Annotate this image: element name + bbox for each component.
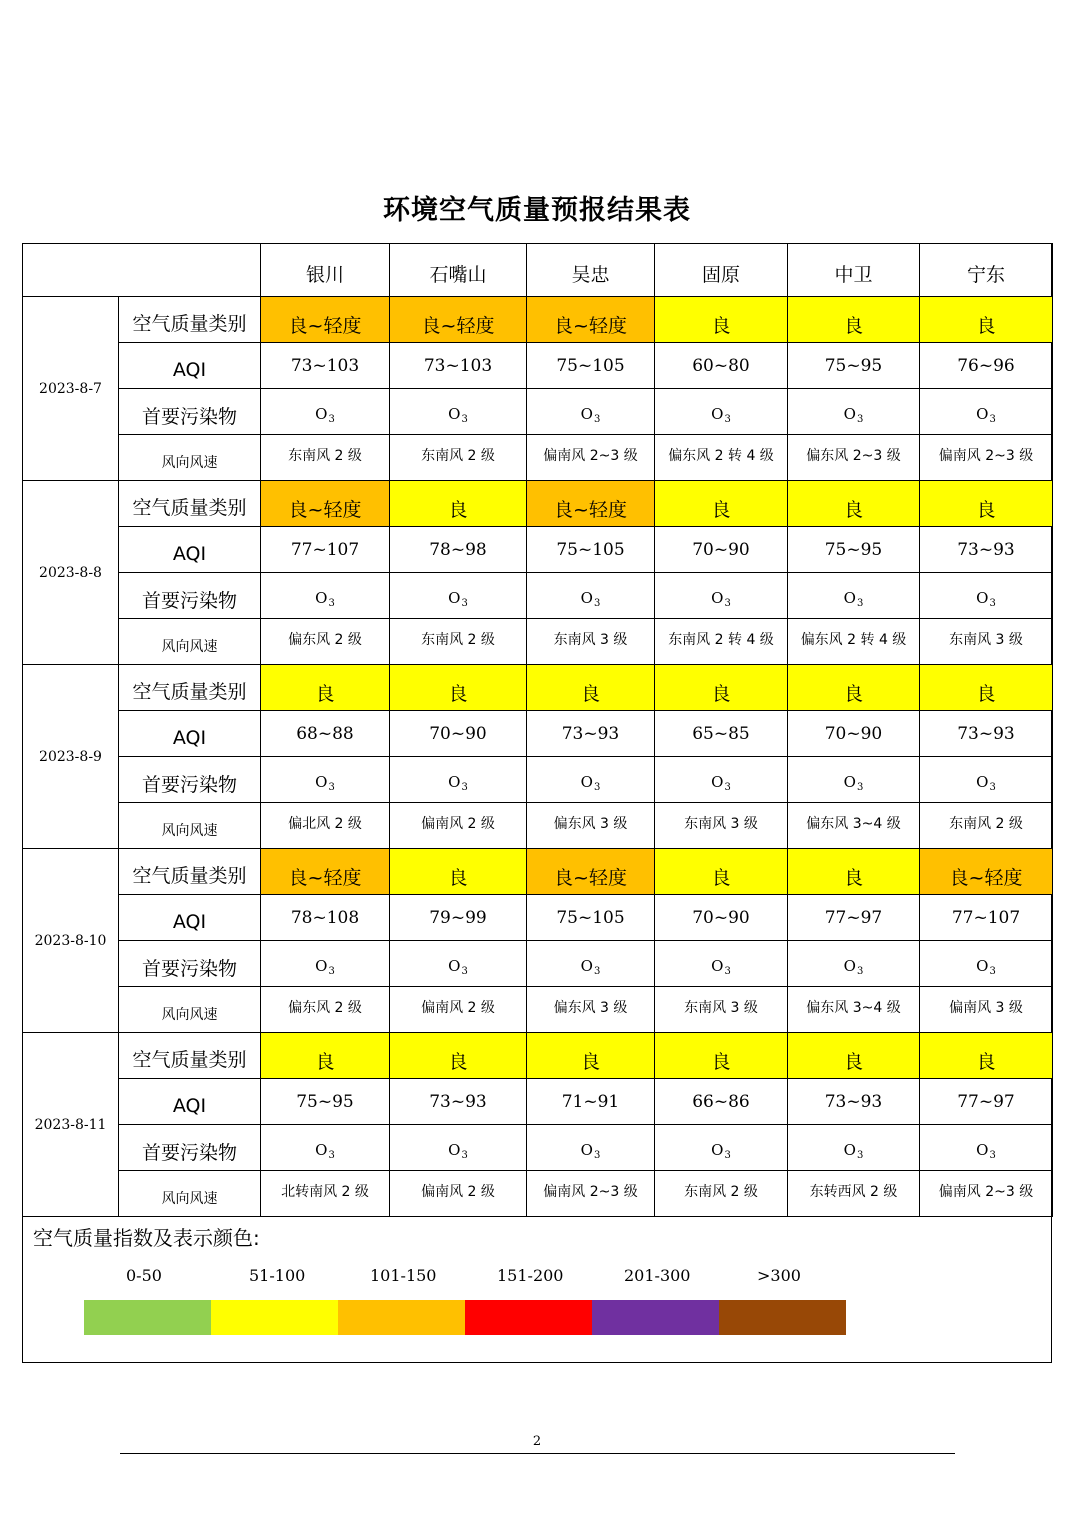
aqi-cell: 70~90 (390, 711, 527, 757)
wind-cell: 偏南风 3 级 (920, 987, 1053, 1033)
table-row (23, 573, 1053, 619)
pollutant-subscript: 3 (856, 781, 864, 793)
pollutant-cell (527, 1125, 655, 1171)
pollutant-cell (261, 573, 390, 619)
pollutant-cell (390, 941, 527, 987)
pollutant-cell (527, 941, 655, 987)
pollutant-cell (261, 1125, 390, 1171)
pollutant-base: O (448, 404, 461, 423)
category-cell: 良~轻度 (527, 849, 655, 895)
table-row (23, 1033, 1053, 1079)
legend-swatch (592, 1300, 719, 1335)
pollutant-cell (788, 757, 920, 803)
aqi-cell: 75~105 (527, 895, 655, 941)
wind-cell: 东南风 2 级 (655, 1171, 788, 1217)
aqi-cell: 73~93 (920, 527, 1053, 573)
pollutant-cell (527, 389, 655, 435)
category-cell: 良~轻度 (920, 849, 1053, 895)
wind-cell: 偏东风 3 级 (527, 987, 655, 1033)
category-cell: 良 (920, 1033, 1053, 1079)
pollutant-subscript: 3 (461, 1149, 468, 1161)
forecast-date: 2023-8-7 (23, 297, 119, 481)
page-title: 环境空气质量预报结果表 (383, 195, 691, 226)
pollutant-cell (788, 941, 920, 987)
pollutant-base: O (711, 588, 724, 607)
pollutant-base: O (711, 404, 724, 423)
city-header: 宁东 (920, 244, 1053, 297)
pollutant-subscript: 3 (724, 781, 731, 793)
aqi-cell: 75~105 (527, 527, 655, 573)
pollutant-subscript: 3 (856, 597, 864, 609)
category-cell: 良~轻度 (261, 481, 390, 527)
wind-cell: 东南风 3 级 (920, 619, 1053, 665)
pollutant-subscript: 3 (724, 1149, 731, 1161)
legend-range-label: 151-200 (497, 1266, 564, 1285)
pollutant-subscript: 3 (593, 1149, 601, 1161)
category-cell: 良 (390, 1033, 527, 1079)
category-cell: 良 (527, 1033, 655, 1079)
city-header: 中卫 (788, 244, 920, 297)
pollutant-base: O (711, 956, 724, 975)
legend-swatch (719, 1300, 846, 1335)
pollutant-cell (261, 389, 390, 435)
aqi-cell: 77~97 (920, 1079, 1053, 1125)
pollutant-cell (261, 941, 390, 987)
pollutant-cell (788, 389, 920, 435)
table-row (23, 895, 1053, 941)
table-row (23, 941, 1053, 987)
pollutant-cell (655, 941, 788, 987)
row-label-category: 空气质量类别 (119, 1033, 261, 1079)
table-row (23, 435, 1053, 481)
wind-cell: 偏南风 2~3 级 (527, 435, 655, 481)
wind-cell: 东南风 2 级 (390, 435, 527, 481)
pollutant-cell (655, 1125, 788, 1171)
pollutant-cell (261, 757, 390, 803)
category-cell: 良 (655, 665, 788, 711)
pollutant-base: O (843, 956, 856, 975)
wind-cell: 偏东风 2~3 级 (788, 435, 920, 481)
wind-cell: 东南风 2 转 4 级 (655, 619, 788, 665)
pollutant-subscript: 3 (593, 965, 601, 977)
aqi-cell: 73~93 (390, 1079, 527, 1125)
aqi-cell: 65~85 (655, 711, 788, 757)
aqi-cell: 60~80 (655, 343, 788, 389)
category-cell: 良 (920, 481, 1053, 527)
header-row (23, 244, 1053, 297)
legend-title: 空气质量指数及表示颜色: (33, 1226, 260, 1250)
category-cell: 良 (788, 1033, 920, 1079)
wind-cell: 东南风 2 级 (261, 435, 390, 481)
aqi-cell: 70~90 (788, 711, 920, 757)
wind-cell: 北转南风 2 级 (261, 1171, 390, 1217)
wind-cell: 偏南风 2~3 级 (527, 1171, 655, 1217)
pollutant-base: O (580, 404, 593, 423)
pollutant-base: O (448, 1140, 461, 1159)
pollutant-subscript: 3 (989, 597, 996, 609)
pollutant-subscript: 3 (461, 597, 468, 609)
pollutant-base: O (843, 772, 856, 791)
pollutant-base: O (315, 404, 328, 423)
row-label-pollutant: 首要污染物 (119, 757, 261, 803)
pollutant-subscript: 3 (856, 965, 864, 977)
row-label-category: 空气质量类别 (119, 665, 261, 711)
row-label-pollutant: 首要污染物 (119, 1125, 261, 1171)
page-number: 2 (532, 1434, 542, 1449)
pollutant-base: O (580, 588, 593, 607)
pollutant-base: O (580, 772, 593, 791)
row-label-wind: 风向风速 (119, 987, 261, 1033)
aqi-cell: 75~95 (788, 527, 920, 573)
legend-range-label: 51-100 (249, 1266, 306, 1285)
table-row (23, 987, 1053, 1033)
row-label-wind: 风向风速 (119, 435, 261, 481)
category-cell: 良 (390, 849, 527, 895)
pollutant-subscript: 3 (328, 1149, 335, 1161)
row-label-category: 空气质量类别 (119, 481, 261, 527)
pollutant-base: O (315, 588, 328, 607)
table-row (23, 849, 1053, 895)
aqi-cell: 73~93 (920, 711, 1053, 757)
wind-cell: 偏东风 2 级 (261, 987, 390, 1033)
pollutant-subscript: 3 (593, 781, 601, 793)
legend-swatch (338, 1300, 465, 1335)
city-header: 吴忠 (527, 244, 655, 297)
pollutant-subscript: 3 (461, 413, 468, 425)
row-label-wind: 风向风速 (119, 1171, 261, 1217)
wind-cell: 东南风 3 级 (655, 987, 788, 1033)
city-header: 银川 (261, 244, 390, 297)
pollutant-base: O (976, 772, 989, 791)
aqi-cell: 78~98 (390, 527, 527, 573)
pollutant-subscript: 3 (593, 413, 601, 425)
pollutant-subscript: 3 (856, 413, 864, 425)
pollutant-subscript: 3 (328, 781, 335, 793)
table-row (23, 481, 1053, 527)
aqi-cell: 77~107 (261, 527, 390, 573)
category-cell: 良 (788, 297, 920, 343)
wind-cell: 偏南风 2 级 (390, 987, 527, 1033)
pollutant-base: O (976, 1140, 989, 1159)
aqi-cell: 73~103 (390, 343, 527, 389)
pollutant-subscript: 3 (328, 413, 335, 425)
wind-cell: 偏东风 3~4 级 (788, 987, 920, 1033)
pollutant-cell (920, 757, 1053, 803)
aqi-cell: 66~86 (655, 1079, 788, 1125)
category-cell: 良 (920, 297, 1053, 343)
table-row (23, 711, 1053, 757)
aqi-cell: 76~96 (920, 343, 1053, 389)
footer-divider (120, 1453, 955, 1454)
wind-cell: 偏东风 2 转 4 级 (788, 619, 920, 665)
city-header: 石嘴山 (390, 244, 527, 297)
pollutant-base: O (711, 1140, 724, 1159)
forecast-date: 2023-8-10 (23, 849, 119, 1033)
category-cell: 良 (390, 665, 527, 711)
aqi-cell: 75~95 (261, 1079, 390, 1125)
category-cell: 良~轻度 (527, 297, 655, 343)
category-cell: 良 (655, 1033, 788, 1079)
aqi-cell: 70~90 (655, 527, 788, 573)
category-cell: 良 (788, 849, 920, 895)
row-label-wind: 风向风速 (119, 619, 261, 665)
row-label-pollutant: 首要污染物 (119, 389, 261, 435)
table-row (23, 1079, 1053, 1125)
table-row (23, 665, 1053, 711)
pollutant-base: O (580, 956, 593, 975)
pollutant-base: O (976, 588, 989, 607)
pollutant-cell (920, 389, 1053, 435)
header-corner (23, 244, 261, 297)
pollutant-cell (920, 941, 1053, 987)
row-label-aqi: AQI (119, 711, 261, 757)
wind-cell: 偏南风 2 级 (390, 1171, 527, 1217)
table-row (23, 1171, 1053, 1217)
row-label-wind: 风向风速 (119, 803, 261, 849)
pollutant-cell (655, 757, 788, 803)
row-label-category: 空气质量类别 (119, 297, 261, 343)
aqi-cell: 71~91 (527, 1079, 655, 1125)
pollutant-base: O (448, 588, 461, 607)
category-cell: 良~轻度 (527, 481, 655, 527)
row-label-aqi: AQI (119, 527, 261, 573)
aqi-cell: 73~93 (788, 1079, 920, 1125)
forecast-date: 2023-8-8 (23, 481, 119, 665)
legend-range-label: 201-300 (624, 1266, 691, 1285)
category-cell: 良 (527, 665, 655, 711)
wind-cell: 东转西风 2 级 (788, 1171, 920, 1217)
aqi-cell: 70~90 (655, 895, 788, 941)
table-row (23, 803, 1053, 849)
aqi-cell: 79~99 (390, 895, 527, 941)
legend-swatch (211, 1300, 338, 1335)
table-row (23, 619, 1053, 665)
forecast-table (22, 243, 1053, 1217)
aqi-cell: 68~88 (261, 711, 390, 757)
category-cell: 良 (788, 665, 920, 711)
row-label-category: 空气质量类别 (119, 849, 261, 895)
aqi-cell: 75~105 (527, 343, 655, 389)
pollutant-cell (788, 1125, 920, 1171)
category-cell: 良 (788, 481, 920, 527)
pollutant-base: O (315, 956, 328, 975)
pollutant-subscript: 3 (328, 965, 335, 977)
pollutant-subscript: 3 (724, 597, 731, 609)
pollutant-subscript: 3 (989, 413, 996, 425)
pollutant-base: O (976, 956, 989, 975)
wind-cell: 偏南风 2 级 (390, 803, 527, 849)
category-cell: 良~轻度 (261, 849, 390, 895)
aqi-cell: 73~103 (261, 343, 390, 389)
row-label-aqi: AQI (119, 1079, 261, 1125)
pollutant-base: O (448, 772, 461, 791)
wind-cell: 偏南风 2~3 级 (920, 435, 1053, 481)
pollutant-base: O (843, 1140, 856, 1159)
legend-swatch (465, 1300, 592, 1335)
wind-cell: 东南风 3 级 (655, 803, 788, 849)
pollutant-subscript: 3 (593, 597, 601, 609)
legend-labels (84, 1266, 846, 1288)
table-row (23, 757, 1053, 803)
legend-color-bar (84, 1300, 846, 1335)
pollutant-base: O (976, 404, 989, 423)
row-label-aqi: AQI (119, 343, 261, 389)
row-label-pollutant: 首要污染物 (119, 573, 261, 619)
legend-range-label: >300 (757, 1266, 801, 1285)
aqi-cell: 75~95 (788, 343, 920, 389)
aqi-cell: 73~93 (527, 711, 655, 757)
pollutant-cell (390, 1125, 527, 1171)
pollutant-base: O (843, 404, 856, 423)
pollutant-cell (390, 573, 527, 619)
table-row (23, 527, 1053, 573)
table-row (23, 1125, 1053, 1171)
wind-cell: 偏东风 3 级 (527, 803, 655, 849)
legend-range-label: 0-50 (126, 1266, 162, 1285)
wind-cell: 偏东风 2 级 (261, 619, 390, 665)
pollutant-cell (527, 757, 655, 803)
table-row (23, 343, 1053, 389)
row-label-pollutant: 首要污染物 (119, 941, 261, 987)
pollutant-subscript: 3 (724, 965, 731, 977)
pollutant-base: O (711, 772, 724, 791)
pollutant-cell (655, 573, 788, 619)
pollutant-subscript: 3 (461, 781, 468, 793)
aqi-cell: 77~107 (920, 895, 1053, 941)
pollutant-cell (788, 573, 920, 619)
aqi-cell: 77~97 (788, 895, 920, 941)
wind-cell: 偏东风 2 转 4 级 (655, 435, 788, 481)
legend-swatch (84, 1300, 211, 1335)
city-header: 固原 (655, 244, 788, 297)
forecast-date: 2023-8-9 (23, 665, 119, 849)
pollutant-base: O (580, 1140, 593, 1159)
category-cell: 良 (261, 1033, 390, 1079)
legend-range-label: 101-150 (370, 1266, 437, 1285)
pollutant-cell (527, 573, 655, 619)
pollutant-cell (390, 757, 527, 803)
aqi-cell: 78~108 (261, 895, 390, 941)
forecast-date: 2023-8-11 (23, 1033, 119, 1217)
pollutant-base: O (843, 588, 856, 607)
wind-cell: 偏东风 3~4 级 (788, 803, 920, 849)
category-cell: 良 (655, 849, 788, 895)
category-cell: 良 (261, 665, 390, 711)
category-cell: 良~轻度 (390, 297, 527, 343)
row-label-aqi: AQI (119, 895, 261, 941)
pollutant-subscript: 3 (856, 1149, 864, 1161)
pollutant-cell (920, 1125, 1053, 1171)
wind-cell: 东南风 2 级 (920, 803, 1053, 849)
category-cell: 良 (920, 665, 1053, 711)
pollutant-subscript: 3 (989, 1149, 996, 1161)
table-row (23, 389, 1053, 435)
category-cell: 良 (390, 481, 527, 527)
wind-cell: 偏北风 2 级 (261, 803, 390, 849)
pollutant-cell (655, 389, 788, 435)
pollutant-cell (390, 389, 527, 435)
pollutant-subscript: 3 (328, 597, 335, 609)
category-cell: 良~轻度 (261, 297, 390, 343)
wind-cell: 偏南风 2~3 级 (920, 1171, 1053, 1217)
category-cell: 良 (655, 481, 788, 527)
pollutant-cell (920, 573, 1053, 619)
pollutant-subscript: 3 (724, 413, 731, 425)
category-cell: 良 (655, 297, 788, 343)
pollutant-subscript: 3 (989, 965, 996, 977)
pollutant-subscript: 3 (989, 781, 996, 793)
pollutant-base: O (315, 772, 328, 791)
pollutant-subscript: 3 (461, 965, 468, 977)
table-row (23, 297, 1053, 343)
pollutant-base: O (315, 1140, 328, 1159)
wind-cell: 东南风 3 级 (527, 619, 655, 665)
pollutant-base: O (448, 956, 461, 975)
wind-cell: 东南风 2 级 (390, 619, 527, 665)
